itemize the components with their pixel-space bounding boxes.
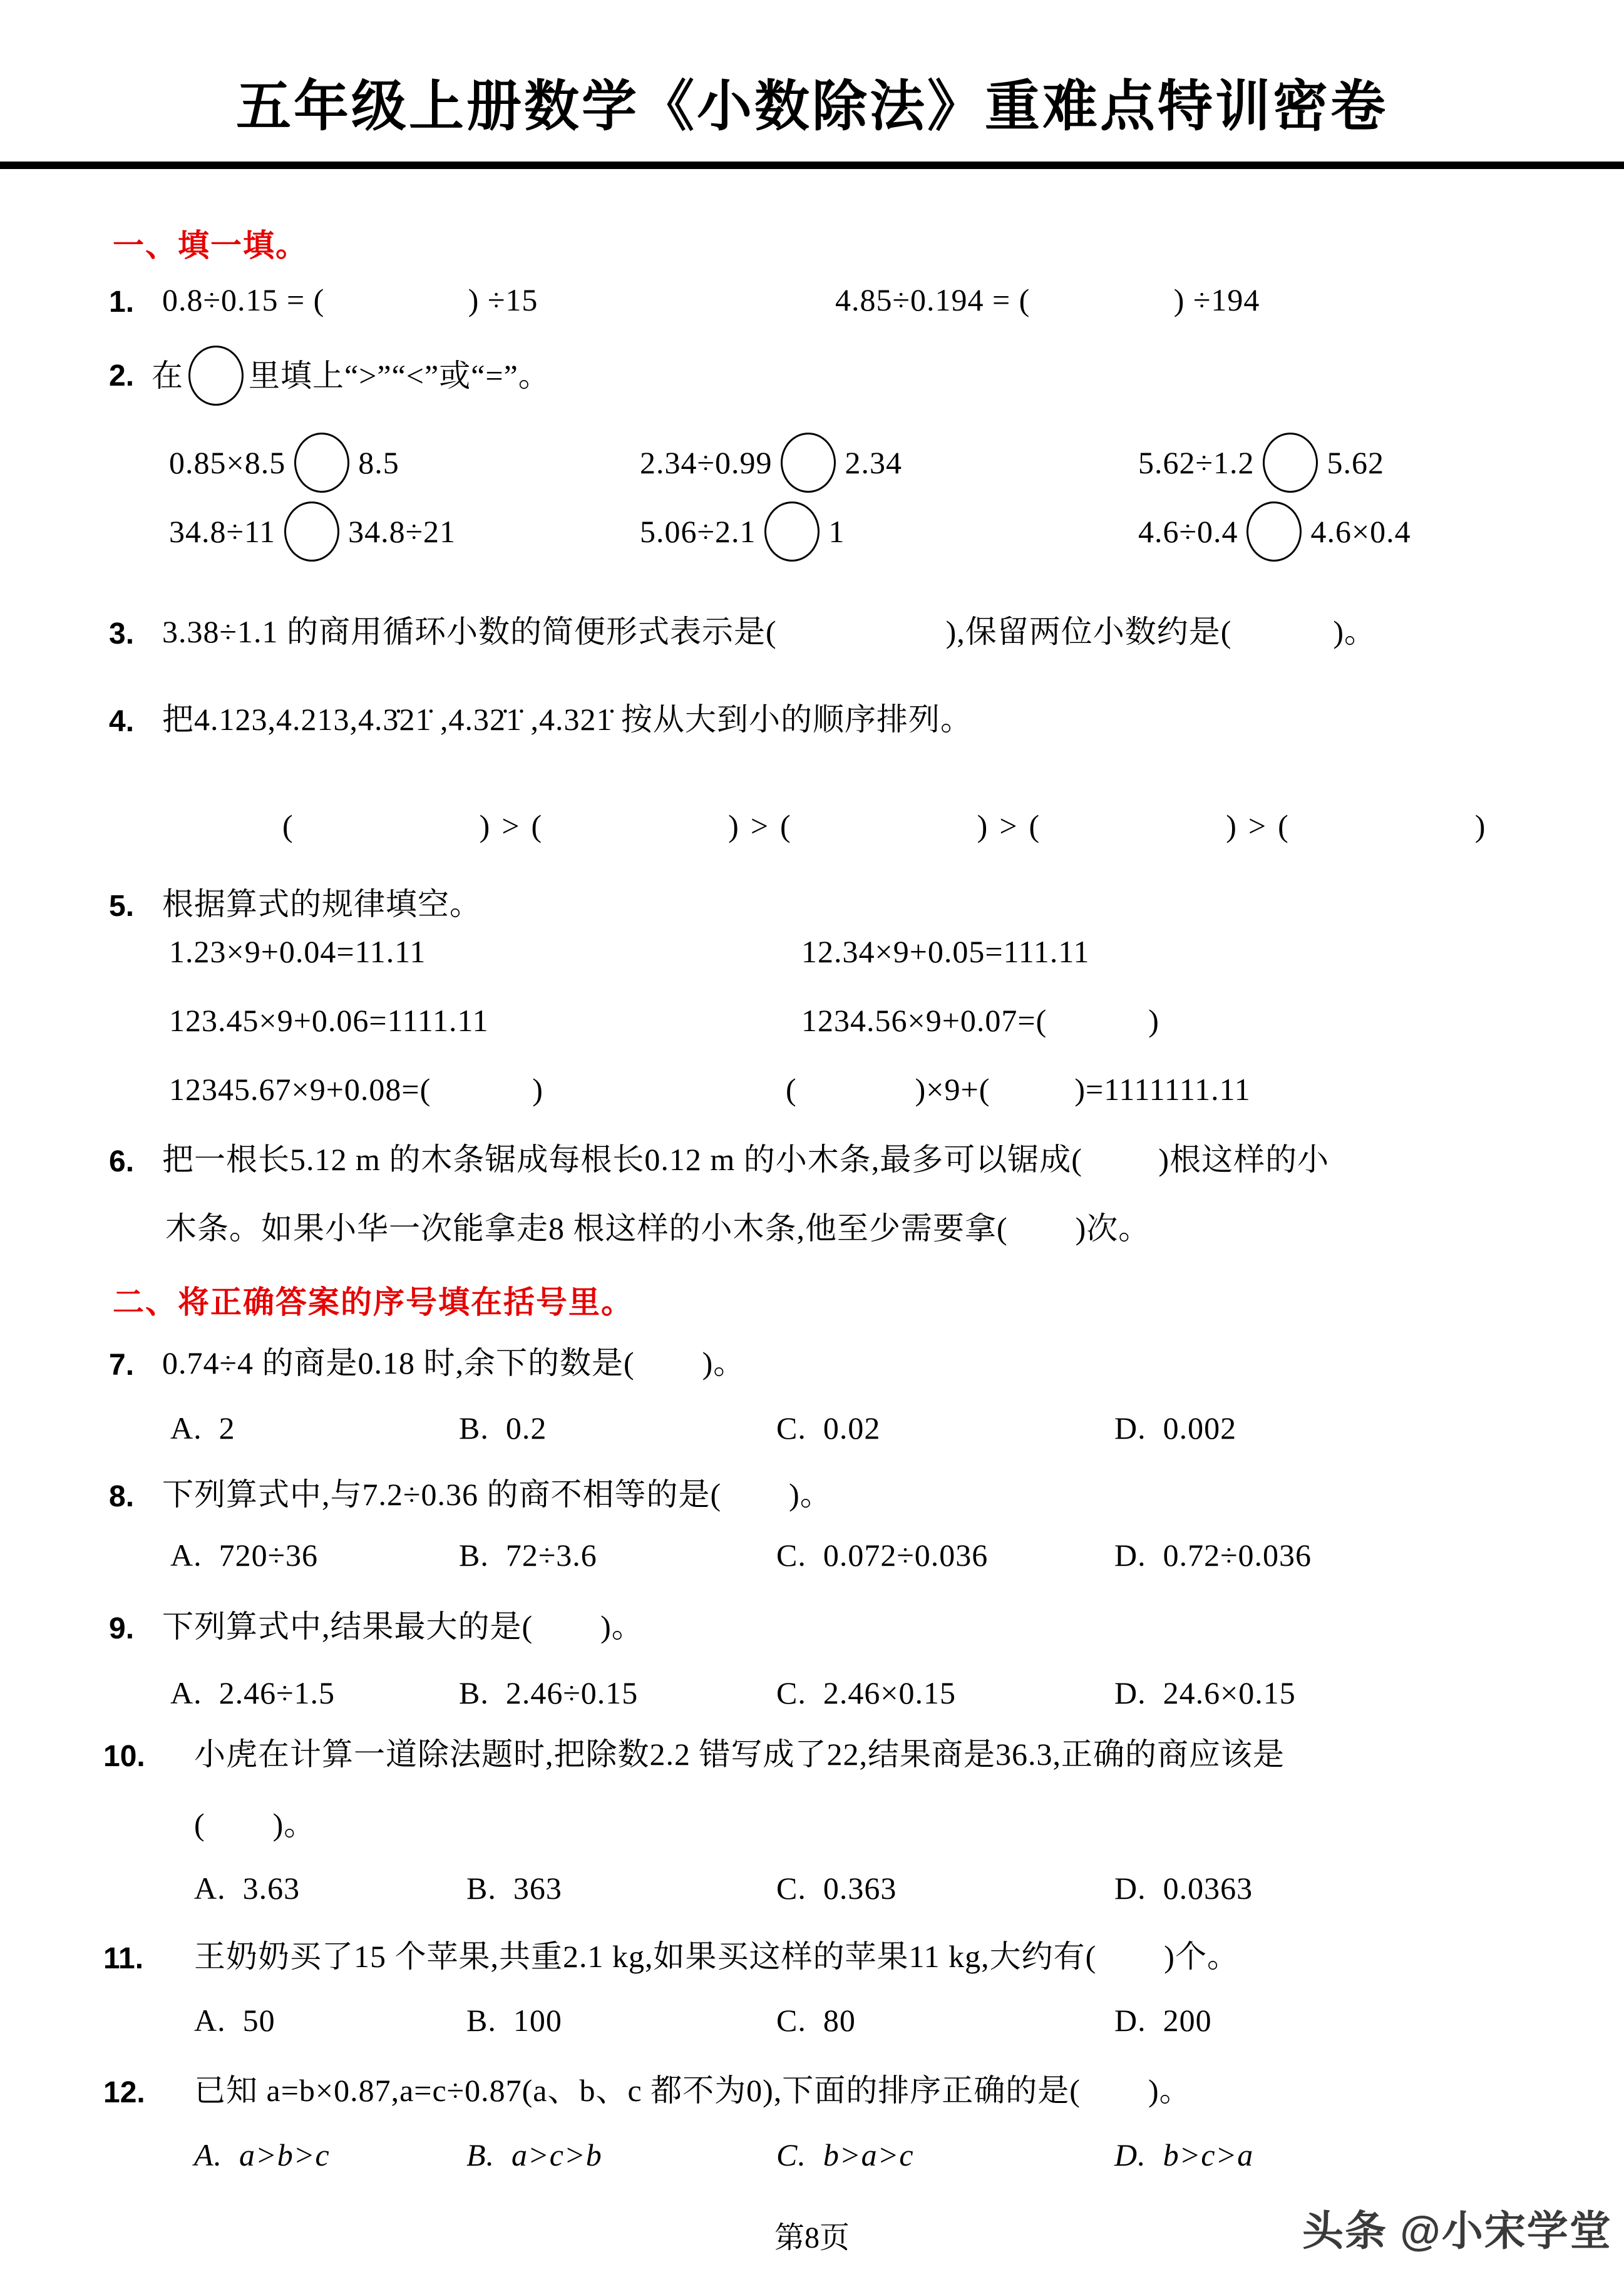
q10-line1: 小虎在计算一道除法题时,把除数2.2 错写成了22,结果商是36.3,正确的商应该是 xyxy=(194,1737,1285,1772)
page-title: 五年级上册数学《小数除法》重难点特训密卷 xyxy=(235,77,1388,138)
greater-than-separator: > xyxy=(750,808,769,843)
q8-option-b: B. 72÷3.6 xyxy=(459,1538,597,1573)
q9-option-c: C. 2.46×0.15 xyxy=(776,1675,957,1710)
q10-option-a: A. 3.63 xyxy=(194,1871,301,1906)
expression-right: 8.5 xyxy=(358,445,399,480)
q9-option-b: B. 2.46÷0.15 xyxy=(459,1675,639,1710)
answer-circle xyxy=(1246,501,1302,562)
expression-left: 5.62÷1.2 xyxy=(1138,445,1255,480)
q1-number: 1. xyxy=(109,285,135,319)
q11-option-d: D. 200 xyxy=(1114,2003,1212,2038)
comparison-item xyxy=(169,430,399,495)
q6-line2: 木条。如果小华一次能拿走8 根这样的小木条,他至少需要拿( )次。 xyxy=(165,1211,1151,1246)
footer-page-number: 第8页 xyxy=(774,2221,850,2254)
q11-option-c: C. 80 xyxy=(776,2003,856,2038)
q7-option-c: C. 0.02 xyxy=(776,1411,881,1446)
greater-than-separator: > xyxy=(1248,808,1267,843)
q12-option-c: C. b>a>c xyxy=(776,2137,914,2172)
q8-option-c: C. 0.072÷0.036 xyxy=(776,1538,989,1573)
answer-circle xyxy=(294,433,349,493)
q10-line2: ( )。 xyxy=(194,1807,316,1842)
q12-number: 12. xyxy=(103,2076,145,2109)
answer-blank: ( ) xyxy=(1029,808,1237,843)
q7-option-a: A. 2 xyxy=(170,1411,235,1446)
q9-option-d: D. 24.6×0.15 xyxy=(1114,1675,1296,1710)
expression-right: 1 xyxy=(828,513,845,549)
q8-option-a: A. 720÷36 xyxy=(170,1538,319,1573)
q6-number: 6. xyxy=(109,1145,135,1178)
section-two-heading: 二、将正确答案的序号填在括号里。 xyxy=(113,1285,634,1320)
answer-blank: ( ) xyxy=(531,808,739,843)
watermark: 头条 @小宋学堂 xyxy=(1302,2208,1612,2254)
answer-circle xyxy=(284,501,339,562)
q11-stem: 王奶奶买了15 个苹果,共重2.1 kg,如果买这样的苹果11 kg,大约有( )个。 xyxy=(194,1939,1239,1974)
expression-left: 0.85×8.5 xyxy=(169,445,286,480)
answer-blank: ( ) xyxy=(1278,808,1486,843)
q2-prompt-prefix: 在 xyxy=(152,357,184,393)
q3-number: 3. xyxy=(109,617,135,650)
q11-number: 11. xyxy=(103,1942,144,1975)
q8-number: 8. xyxy=(109,1480,135,1513)
answer-blank: ( ) xyxy=(282,808,491,843)
q11-option-b: B. 100 xyxy=(466,2003,562,2038)
q12-option-b: B. a>c>b xyxy=(466,2137,602,2172)
q12-option-a: A. a>b>c xyxy=(194,2137,330,2172)
q5-equation: 123.45×9+0.06=1111.11 xyxy=(169,1003,489,1038)
q5-equation: 1.23×9+0.04=11.11 xyxy=(169,934,426,969)
q9-number: 9. xyxy=(109,1612,135,1645)
comparison-item xyxy=(1138,430,1384,495)
q9-stem: 下列算式中,结果最大的是( )。 xyxy=(162,1609,644,1644)
answer-blank: ( ) xyxy=(780,808,989,843)
q8-stem: 下列算式中,与7.2÷0.36 的商不相等的是( )。 xyxy=(162,1477,832,1512)
greater-than-separator: > xyxy=(501,808,520,843)
expression-left: 2.34÷0.99 xyxy=(640,445,773,480)
expression-right: 34.8÷21 xyxy=(348,513,456,549)
comparison-item xyxy=(169,499,456,564)
answer-circle xyxy=(1263,433,1318,493)
q1-right-expression: 4.85÷0.194 = ( ) ÷194 xyxy=(835,282,1260,317)
expression-right: 2.34 xyxy=(845,445,902,480)
q10-option-b: B. 363 xyxy=(466,1871,562,1906)
q5-equation: 12.34×9+0.05=111.11 xyxy=(801,934,1090,969)
q5-number: 5. xyxy=(109,890,135,923)
q7-option-d: D. 0.002 xyxy=(1114,1411,1237,1446)
answer-circle xyxy=(188,346,244,406)
q12-stem: 已知 a=b×0.87,a=c÷0.87(a、b、c 都不为0),下面的排序正确的是( )。 xyxy=(194,2073,1191,2108)
q9-option-a: A. 2.46÷1.5 xyxy=(170,1675,336,1710)
q8-option-d: D. 0.72÷0.036 xyxy=(1114,1538,1312,1573)
answer-circle xyxy=(781,433,836,493)
answer-circle xyxy=(764,501,820,562)
q11-option-a: A. 50 xyxy=(194,2003,275,2038)
q2-number: 2. xyxy=(109,359,135,393)
q10-option-d: D. 0.0363 xyxy=(1114,1871,1253,1906)
q5-heading: 根据算式的规律填空。 xyxy=(162,887,481,922)
q5-equation: 12345.67×9+0.08=( ) xyxy=(169,1072,543,1107)
q7-stem: 0.74÷4 的商是0.18 时,余下的数是( )。 xyxy=(162,1345,746,1380)
comparison-item xyxy=(640,499,845,564)
q10-option-c: C. 0.363 xyxy=(776,1871,897,1906)
q4-number: 4. xyxy=(109,705,135,738)
q3-text: 3.38÷1.1 的商用循环小数的简便形式表示是( ),保留两位小数约是( )。 xyxy=(162,614,1377,649)
expression-right: 4.6×0.4 xyxy=(1310,513,1411,549)
q4-text: 把4.123,4.213,4.3̇21̇ ,4.32̇1̇ ,4.321̇ 按从大到小的顺序排列。 xyxy=(162,702,972,737)
q7-option-b: B. 0.2 xyxy=(459,1411,547,1446)
comparison-item xyxy=(1138,499,1411,564)
q12-option-d: D. b>c>a xyxy=(1114,2137,1254,2172)
q4-answer-row xyxy=(282,809,1486,843)
q5-equation: 1234.56×9+0.07=( ) xyxy=(801,1003,1159,1038)
comparison-item xyxy=(640,430,902,495)
expression-left: 34.8÷11 xyxy=(169,513,276,549)
q1-left-expression: 0.8÷0.15 = ( ) ÷15 xyxy=(162,282,538,317)
q7-number: 7. xyxy=(109,1349,135,1382)
q6-line1: 把一根长5.12 m 的木条锯成每根长0.12 m 的小木条,最多可以锯成( )根这样的小 xyxy=(162,1142,1330,1177)
expression-left: 5.06÷2.1 xyxy=(640,513,756,549)
q2-prompt xyxy=(109,343,550,408)
section-one-heading: 一、填一填。 xyxy=(113,228,308,263)
greater-than-separator: > xyxy=(999,808,1018,843)
q2-prompt-suffix: 里填上“>”“<”或“=”。 xyxy=(249,357,550,393)
q10-number: 10. xyxy=(103,1740,145,1773)
expression-right: 5.62 xyxy=(1327,445,1384,480)
q5-equation: ( )×9+( )=1111111.11 xyxy=(786,1072,1251,1107)
expression-left: 4.6÷0.4 xyxy=(1138,513,1238,549)
title-divider xyxy=(0,162,1624,169)
